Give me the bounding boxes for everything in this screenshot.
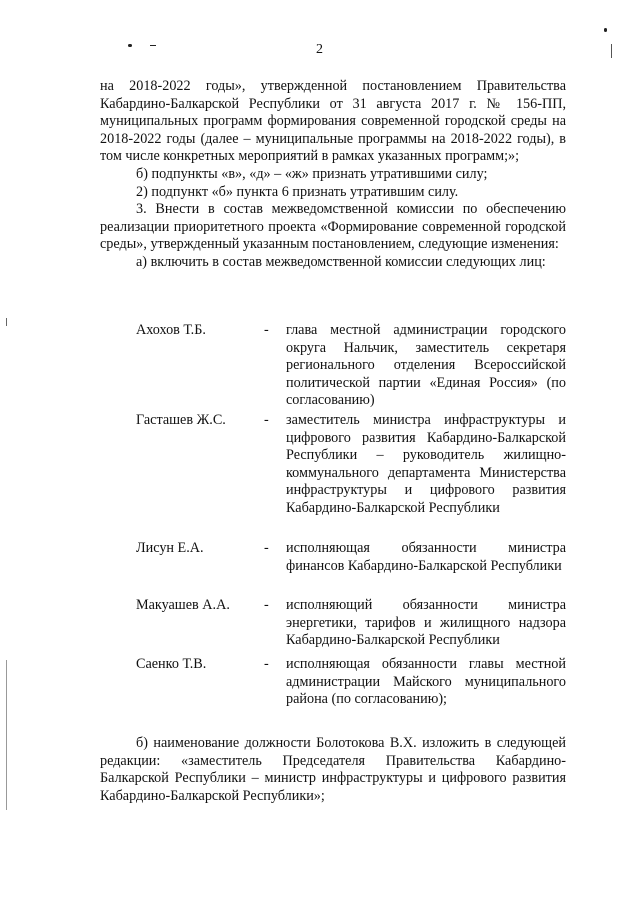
member-dash: - [264, 412, 269, 428]
body-text-top [100, 78, 566, 272]
member-dash: - [264, 656, 269, 672]
member-role: исполняющая обязанности главы местной администрации Майского муниципального района (по согласованию); [286, 656, 566, 708]
member-role: глава местной администрации городского округа Нальчик, заместитель секретаря регионального отделения Всероссийской политической партии «Единая Россия» (по согласованию) [286, 322, 566, 409]
paragraph-subpoint-b-position: б) наименование должности Болотокова В.Х. изложить в следующей редакции: «заместитель Председателя Правительства Кабардино-Балкарской Республики – министр инфраструктуры и цифрового развития Кабардино-Балкарской Республики»; [100, 735, 566, 804]
member-dash: - [264, 322, 269, 338]
body-text-bottom [100, 735, 566, 805]
paragraph-subpoint-a: а) включить в состав межведомственной комиссии следующих лиц: [136, 253, 546, 270]
member-name: Лисун Е.А. [136, 540, 204, 556]
page-number: 2 [316, 42, 323, 57]
member-name: Ахохов Т.Б. [136, 322, 206, 338]
scan-mark-left-edge [6, 318, 7, 326]
member-name: Гасташев Ж.С. [136, 412, 226, 428]
scan-mark-top-right [604, 28, 607, 32]
paragraph-subpoint-b: б) подпункты «в», «д» – «ж» признать утратившими силу; [136, 165, 488, 182]
paragraph-point-3: 3. Внести в состав межведомственной комиссии по обеспечению реализации приоритетного проекта «Формирование современной городской среды», утвержденный указанным постановлением, следующие изменения: [100, 201, 566, 253]
paragraph-continuation: на 2018-2022 годы», утвержденной постановлением Правительства Кабардино-Балкарской Республики от 31 августа 2017 г. № 156-ПП, муниципальных программ формирования современной городской среды на 2018-2022 годы (далее – муниципальные программы на 2018-2022 годы), в том числе конкретных мероприятий в рамках указанных программ;»; [100, 78, 566, 165]
paragraph-point-2: 2) подпункт «б» пункта 6 признать утратившим силу. [136, 183, 459, 200]
scan-mark-left-edge-2 [6, 660, 7, 810]
member-dash: - [264, 540, 269, 556]
member-role: исполняющий обязанности министра энергетики, тарифов и жилищного надзора Кабардино-Балкарской Республики [286, 597, 566, 649]
member-role: заместитель министра инфраструктуры и цифрового развития Кабардино-Балкарской Республики – руководитель жилищно-коммунального департамента Министерства инфраструктуры и цифрового развития Кабардино-Балкарской Республики [286, 412, 566, 516]
member-name: Макуашев А.А. [136, 597, 230, 613]
member-dash: - [264, 597, 269, 613]
member-name: Саенко Т.В. [136, 656, 207, 672]
member-role: исполняющая обязанности министра финансов Кабардино-Балкарской Республики [286, 540, 566, 574]
